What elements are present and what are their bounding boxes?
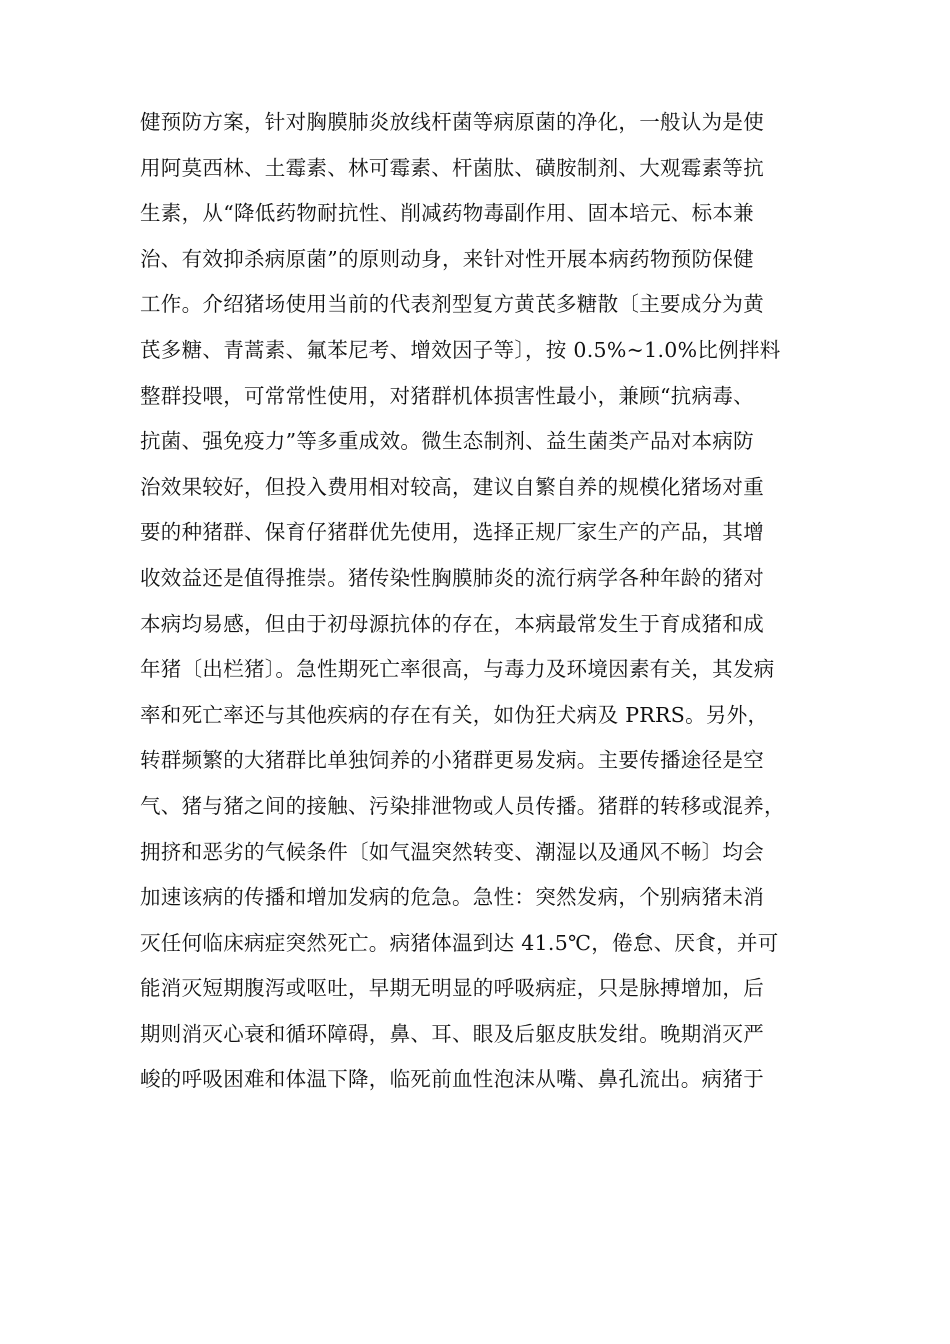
text-line: 整群投喂，可常常性使用，对猪群机体损害性最小，兼顾“抗病毒、 [140,383,754,408]
text-line: 工作。介绍猪场使用当前的代表剂型复方黄芪多糖散〔主要成分为黄 [140,292,764,317]
text-line: 率和死亡率还与其他疾病的存在有关，如伪狂犬病及 PRRS。另外， [140,702,769,727]
text-line: 峻的呼吸困难和体温下降，临死前血性泡沫从嘴、鼻孔流出。病猪于 [140,1067,764,1092]
text-line: 加速该病的传播和增加发病的危急。急性：突然发病，个别病猪未消 [140,885,764,910]
text-line: 本病均易感，但由于初母源抗体的存在，本病最常发生于育成猪和成 [140,611,764,636]
text-line: 芪多糖、青蒿素、氟苯尼考、增效因子等〕，按 0.5%~1.0%比例拌料 [140,337,781,362]
text-line: 生素，从“降低药物耐抗性、削减药物毒副作用、固本培元、标本兼 [140,201,754,226]
text-line: 治效果较好，但投入费用相对较高，建议自繁自养的规模化猪场对重 [140,474,764,499]
text-line: 要的种猪群、保育仔猪群优先使用，选择正规厂家生产的产品，其增 [140,520,764,545]
text-line: 灭任何临床病症突然死亡。病猪体温到达 41.5℃，倦怠、厌食，并可 [140,930,779,955]
text-line: 年猪〔出栏猪〕。急性期死亡率很高，与毒力及环境因素有关，其发病 [140,657,775,682]
text-line: 转群频繁的大猪群比单独饲养的小猪群更易发病。主要传播途径是空 [140,748,764,773]
body-text [140,100,820,1103]
text-line: 拥挤和恶劣的气候条件〔如气温突然转变、潮湿以及通风不畅〕均会 [140,839,764,864]
text-line: 健预防方案，针对胸膜肺炎放线杆菌等病原菌的净化，一般认为是使 [140,110,764,134]
text-line: 治、有效抑杀病原菌”的原则动身，来针对性开展本病药物预防保健 [140,246,754,271]
text-line: 能消灭短期腹泻或呕吐，早期无明显的呼吸病症，只是脉搏增加，后 [140,976,764,1001]
text-line: 收效益还是值得推崇。猪传染性胸膜肺炎的流行病学各种年龄的猪对 [140,565,764,590]
text-line: 气、猪与猪之间的接触、污染排泄物或人员传播。猪群的转移或混养， [140,793,785,818]
text-line: 抗菌、强免疫力”等多重成效。微生态制剂、益生菌类产品对本病防 [140,429,754,454]
text-line: 用阿莫西林、土霉素、林可霉素、杆菌肽、磺胺制剂、大观霉素等抗 [140,155,764,180]
text-line: 期则消灭心衰和循环障碍，鼻、耳、眼及后躯皮肤发绀。晚期消灭严 [140,1021,764,1046]
